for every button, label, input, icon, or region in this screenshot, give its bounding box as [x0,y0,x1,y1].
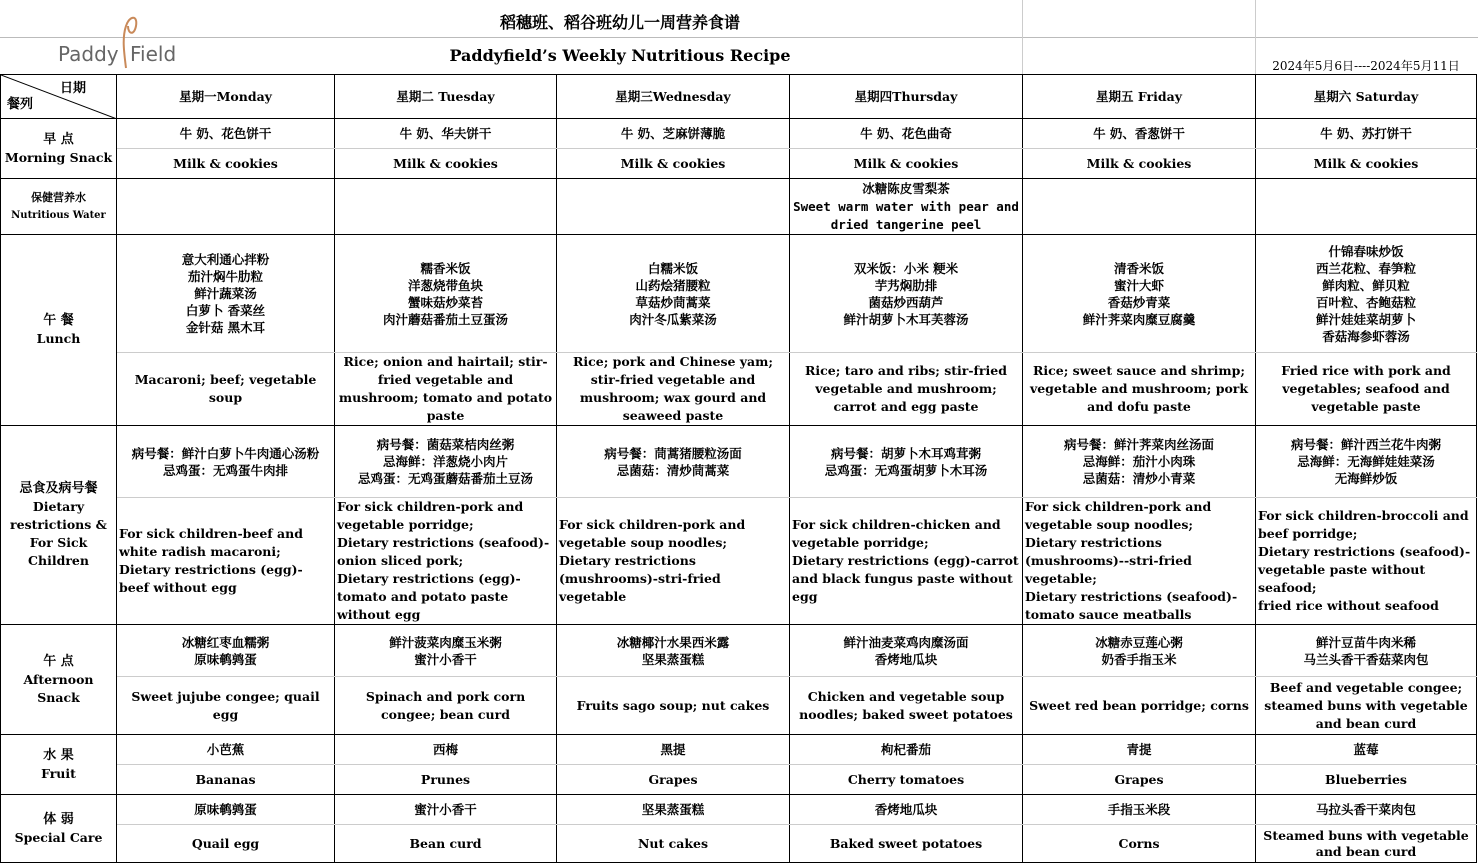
weekly-menu-table [0,74,1477,863]
morning-snack-row-en [1,149,1477,179]
menu-cell: 冰糖红枣血糯粥 原味鹌鹑蛋 [117,625,335,677]
sick-row-en [1,498,1477,625]
menu-cell: Quail egg [117,825,335,863]
date-range: 2024年5月6日----2024年5月11日 [1272,59,1460,73]
paddyfield-logo [50,12,180,70]
row-label-cn: 早 点 [43,131,74,147]
menu-cell: 病号餐：鲜汁白萝卜牛肉通心汤粉 忌鸡蛋：无鸡蛋牛肉排 [117,426,335,498]
menu-cell: 马拉头香干菜肉包 [1256,795,1477,825]
menu-cell: 坚果蒸蛋糕 [557,795,790,825]
menu-cell: 青提 [1023,735,1256,765]
menu-cell: Milk & cookies [1256,149,1477,179]
menu-cell: For sick children-beef and white radish macaroni; Dietary restrictions (egg)-beef without egg [117,498,335,625]
menu-cell: Milk & cookies [335,149,557,179]
morning-snack-row-cn [1,119,1477,149]
day-header-wednesday: 星期三Wednesday [557,75,790,119]
menu-cell [1023,179,1256,235]
row-label-cn: 午 点 [43,653,74,669]
menu-cell: For sick children-pork and vegetable soup noodles; Dietary restrictions (mushrooms)-stri-fried vegetable [557,498,790,625]
row-label-en: Dietary restrictions & For Sick Children [10,499,107,568]
menu-cell: 香烤地瓜块 [790,795,1023,825]
menu-cell: Cherry tomatoes [790,765,1023,795]
menu-cell: 白糯米饭 山药烩猪腰粒 草菇炒茼蒿菜 肉汁冬瓜紫菜汤 [557,235,790,353]
menu-cell: 病号餐：鲜汁西兰花牛肉粥 忌海鲜：无海鲜娃娃菜汤 无海鲜炒饭 [1256,426,1477,498]
menu-cell: Milk & cookies [1023,149,1256,179]
menu-cell: 病号餐：茼蒿猪腰粒汤面 忌菌菇：清炒茼蒿菜 [557,426,790,498]
menu-cell: Rice; sweet sauce and shrimp; vegetable and mushroom; pork and dofu paste [1023,353,1256,426]
menu-cell: 冰糖赤豆莲心粥 奶香手指玉米 [1023,625,1256,677]
menu-cell [1256,179,1477,235]
menu-cell: 冰糖陈皮雪梨茶 Sweet warm water with pear and dried tangerine peel [790,179,1023,235]
menu-cell: Prunes [335,765,557,795]
header-grid-line [1255,0,1256,74]
lunch-row-cn [1,235,1477,353]
menu-cell: 牛 奶、华夫饼干 [335,119,557,149]
menu-cell: Beef and vegetable congee; steamed buns with vegetable and bean curd [1256,677,1477,735]
row-label-en: Morning Snack [4,149,113,165]
title-chinese: 稻穗班、稻谷班幼儿一周营养食谱 [499,13,740,32]
row-label-special-care [1,795,117,863]
menu-cell: 双米饭：小米 粳米 芋艿焖肋排 菌菇炒西葫芦 鲜汁胡萝卜木耳芙蓉汤 [790,235,1023,353]
menu-cell: 牛 奶、花色曲奇 [790,119,1023,149]
menu-cell: 糯香米饭 洋葱烧带鱼块 蟹味菇炒菜苔 肉汁蘑菇番茄土豆蛋汤 [335,235,557,353]
row-label-cn: 保健营养水 [31,190,86,204]
menu-cell: Rice; taro and ribs; stir-fried vegetable and mushroom; carrot and egg paste [790,353,1023,426]
lunch-row-en [1,353,1477,426]
menu-cell: Grapes [1023,765,1256,795]
menu-cell [557,179,790,235]
row-label-nutritious-water [1,179,117,235]
menu-cell: 病号餐：胡萝卜木耳鸡茸粥 忌鸡蛋：无鸡蛋胡萝卜木耳汤 [790,426,1023,498]
title-english: Paddyfield’s Weekly Nutritious Recipe [449,46,791,65]
menu-cell: 冰糖椰汁水果西米露 坚果蒸蛋糕 [557,625,790,677]
menu-cell: Spinach and pork corn congee; bean curd [335,677,557,735]
menu-cell: Chicken and vegetable soup noodles; baked sweet potatoes [790,677,1023,735]
fruit-row-cn [1,735,1477,765]
logo-text-left: Paddy [58,42,119,66]
menu-cell: Fruits sago soup; nut cakes [557,677,790,735]
row-label-dietary-restrictions [1,426,117,625]
menu-cell: Milk & cookies [790,149,1023,179]
row-label-cn: 水 果 [43,747,74,763]
corner-cell [1,75,117,119]
row-label-fruit [1,735,117,795]
day-header-row [1,75,1477,119]
menu-cell: For sick children-pork and vegetable soup noodles; Dietary restrictions (mushrooms)--stri-fried vegetable; Dietary restrictions (seafood)-tomato sauce meatballs [1023,498,1256,625]
menu-cell: 黑提 [557,735,790,765]
menu-cell: Sweet red bean porridge; corns [1023,677,1256,735]
corner-date-label: 日期 [59,81,86,96]
fruit-row-en [1,765,1477,795]
menu-cell: Corns [1023,825,1256,863]
menu-cell: 牛 奶、芝麻饼薄脆 [557,119,790,149]
menu-cell: 牛 奶、苏打饼干 [1256,119,1477,149]
row-label-cn: 忌食及病号餐 [19,481,98,496]
menu-cell [335,179,557,235]
menu-cell: Bean curd [335,825,557,863]
menu-cell: Baked sweet potatoes [790,825,1023,863]
menu-cell: Blueberries [1256,765,1477,795]
menu-cell: Bananas [117,765,335,795]
row-label-en: Fruit [41,765,76,781]
menu-cell: Grapes [557,765,790,795]
menu-cell: Milk & cookies [557,149,790,179]
day-header-tuesday: 星期二 Tuesday [335,75,557,119]
menu-cell: 清香米饭 蜜汁大虾 香菇炒青菜 鲜汁荠菜肉糜豆腐羹 [1023,235,1256,353]
sick-row-cn [1,426,1477,498]
row-label-en: Lunch [36,331,81,346]
menu-cell: 手指玉米段 [1023,795,1256,825]
menu-cell: Steamed buns with vegetable and bean curd [1256,825,1477,863]
menu-cell: Fried rice with pork and vegetables; seafood and vegetable paste [1256,353,1477,426]
header-grid-line [1022,0,1023,74]
corner-meal-label: 餐列 [7,97,34,112]
day-header-friday: 星期五 Friday [1023,75,1256,119]
row-label-morning-snack [1,119,117,179]
menu-cell: 原味鹌鹑蛋 [117,795,335,825]
afternoon-snack-row-en [1,677,1477,735]
menu-cell: For sick children-broccoli and beef porridge; Dietary restrictions (seafood)-vegetable paste without seafood; fried rice without seafood [1256,498,1477,625]
nutritious-water-row [1,179,1477,235]
row-label-lunch [1,235,117,426]
logo-text-right: Field [130,42,177,66]
menu-cell: Nut cakes [557,825,790,863]
menu-cell: 枸杞番茄 [790,735,1023,765]
menu-cell: 牛 奶、花色饼干 [117,119,335,149]
menu-cell: 小芭蕉 [117,735,335,765]
menu-cell: 鲜汁豆苗牛肉米稀 马兰头香干香菇菜肉包 [1256,625,1477,677]
afternoon-snack-row-cn [1,625,1477,677]
menu-cell: Macaroni; beef; vegetable soup [117,353,335,426]
page-header [0,0,1478,74]
special-care-row-en [1,825,1477,863]
menu-cell: Rice; onion and hairtail; stir-fried vegetable and mushroom; tomato and potato paste [335,353,557,426]
menu-cell: 什锦春味炒饭 西兰花粒、春笋粒 鲜肉粒、鲜贝粒 百叶粒、杏鲍菇粒 鲜汁娃娃菜胡萝卜 香菇海参虾蓉汤 [1256,235,1477,353]
menu-cell: 病号餐：鲜汁荠菜肉丝汤面 忌海鲜：茄汁小肉珠 忌菌菇：清炒小青菜 [1023,426,1256,498]
menu-cell: Rice; pork and Chinese yam; stir-fried vegetable and mushroom; wax gourd and seaweed paste [557,353,790,426]
menu-cell: For sick children-chicken and vegetable porridge; Dietary restrictions (egg)-carrot and black fungus paste without egg [790,498,1023,625]
menu-cell: For sick children-pork and vegetable porridge; Dietary restrictions (seafood)-onion sliced pork; Dietary restrictions (egg)-tomato and potato paste without egg [335,498,557,625]
menu-cell: 蜜汁小香干 [335,795,557,825]
menu-cell: 鲜汁菠菜肉糜玉米粥 蜜汁小香干 [335,625,557,677]
header-divider [0,37,1478,38]
row-label-en: Nutritious Water [11,209,106,221]
menu-cell: 病号餐：菌菇菜桔肉丝粥 忌海鲜：洋葱烧小肉片 忌鸡蛋：无鸡蛋蘑菇番茄土豆汤 [335,426,557,498]
day-header-monday: 星期一Monday [117,75,335,119]
row-label-afternoon-snack [1,625,117,735]
day-header-thursday: 星期四Thursday [790,75,1023,119]
menu-cell [117,179,335,235]
row-label-en: Special Care [14,829,103,845]
menu-cell: Sweet jujube congee; quail egg [117,677,335,735]
menu-cell: Milk & cookies [117,149,335,179]
special-care-row-cn [1,795,1477,825]
row-label-cn: 体 弱 [43,811,74,827]
row-label-en: Afternoon Snack [23,671,94,705]
menu-cell: 西梅 [335,735,557,765]
day-header-saturday: 星期六 Saturday [1256,75,1477,119]
row-label-cn: 午 餐 [43,313,74,328]
menu-cell: 意大利通心拌粉 茄汁焖牛肋粒 鲜汁蔬菜汤 白萝卜 香菜丝 金针菇 黑木耳 [117,235,335,353]
menu-cell: 蓝莓 [1256,735,1477,765]
menu-cell: 鲜汁油麦菜鸡肉糜汤面 香烤地瓜块 [790,625,1023,677]
menu-cell: 牛 奶、香葱饼干 [1023,119,1256,149]
